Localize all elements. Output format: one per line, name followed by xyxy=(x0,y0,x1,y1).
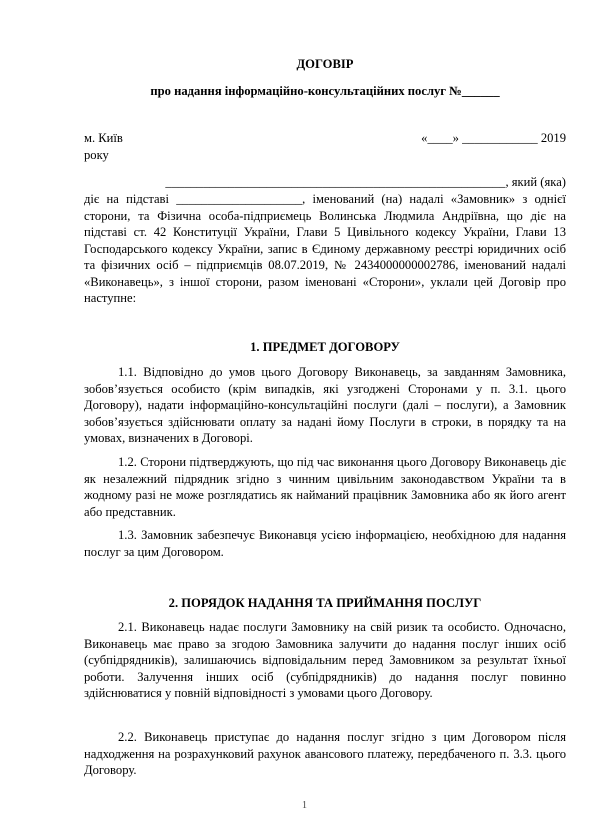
year-word: року xyxy=(84,148,109,162)
clause-1-2: 1.2. Сторони підтверджують, що під час виконання цього Договору Виконавець діє як незалежний підрядник згідно з чинним цивільним законодавством України та в жодному разі не може розглядатись як найманий працівник Замовника або як його агент або представник. xyxy=(84,455,566,519)
place-date-row xyxy=(84,131,566,148)
clause-1-3: 1.3. Замовник забезпечує Виконавця усією інформацією, необхідною для надання послуг за цим Договором. xyxy=(84,528,566,559)
city: м. Київ xyxy=(84,131,123,145)
intro-line-1: ______________________________________________________, який (яка) xyxy=(165,175,566,189)
clause-2-1: 2.1. Виконавець надає послуги Замовнику на свій ризик та особисто. Одночасно, Виконавець має право за згодою Замовника залучити до надання послуг інших осіб (субпідрядників), залишаючись відповідальним перед Замовником за результат їхньої роботи. Залучення інших осіб (субпідрядників) до надання послуг повинно здійснюватися у повній відповідності з умовами цього Договору. xyxy=(84,620,566,700)
clause-1-1: 1.1. Відповідно до умов цього Договору Виконавець, за завданням Замовника, зобов’язується особисто (крім випадків, які узгоджені Сторонами у п. 3.1. цього Договору), надати інформаційно-консультаційні послуги (далі – послуги), а Замовник зобов’язується здійснювати оплату за надані йому Послуги в строки, в порядку та на умовах, визначених в Договорі. xyxy=(84,365,566,445)
contract-date: «____» ____________ 2019 xyxy=(421,131,566,145)
intro-paragraph: діє на підставі ____________________, іменований (на) надалі «Замовник» з однієї сторони, та Фізична особа-підприємець Волинська Людмила Андріївна, що діє на підставі ст. 42 Конституції України, Глави 5 Цивільного кодексу України, Глави 13 Господарського кодексу України, запис в Єдиному державному реєстрі юридичних осіб та фізичних осіб – підприємців 08.07.2019, № 2434000000002786, іменований надалі «Виконавець», з іншої сторони, разом іменовані «Сторони», уклали цей Договір про наступне: xyxy=(84,192,566,305)
clause-2-2: 2.2. Виконавець приступає до надання послуг згідно з цим Договором після надходження на розрахунковий рахунок авансового платежу, передбаченого п. 3.3. цього Договору. xyxy=(84,730,566,777)
document-subtitle: про надання інформаційно-консультаційних послуг №______ xyxy=(150,84,500,98)
section-2-title: 2. ПОРЯДОК НАДАННЯ ТА ПРИЙМАННЯ ПОСЛУГ xyxy=(168,596,482,610)
page-number: 1 xyxy=(302,800,307,811)
section-1-title: 1. ПРЕДМЕТ ДОГОВОРУ xyxy=(250,340,400,354)
document-title: ДОГОВІР xyxy=(296,57,354,71)
year-word-row xyxy=(84,148,566,165)
